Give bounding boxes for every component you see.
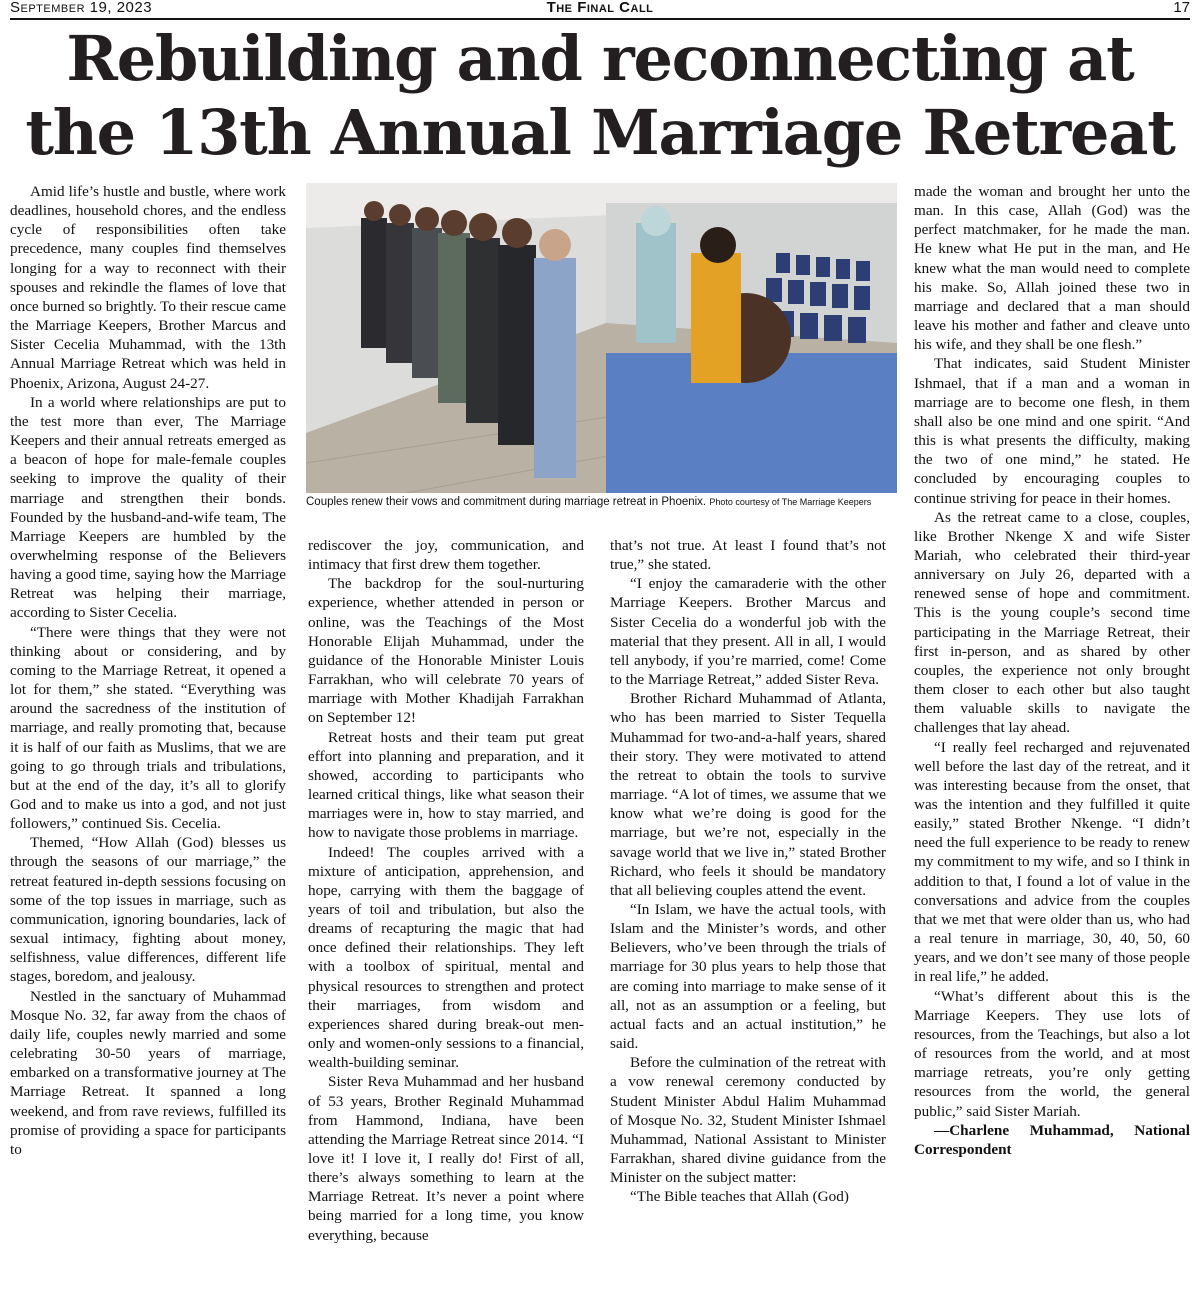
paragraph: “I enjoy the camaraderie with the other Marriage Keepers. Brother Marcus and Sister Cecelia do a wonderful job with the material that they present. All in all, I would tell anybody, if you’re married, come! Come to the Marriage Retreat,” added Sister Reva. bbox=[610, 575, 886, 689]
headline-line-2: the 13th Annual Marriage Retreat bbox=[25, 96, 1175, 169]
paragraph: “I really feel recharged and rejuvenated well before the last day of the retreat, and it was interesting because from the onset, that was the intention and they fulfilled it quite easily,” stated Brother Nkenge. “I didn’t need the full experience to be ready to renew my commitment to my wife, and so I think in addition to that, I found a lot of value in the conversations and advice from the couples that we met that were older than us, who had a real tenure in marriage, 30, 40, 50, 60 years, and we don’t see many of those people in real life,” he added. bbox=[914, 738, 1190, 986]
paragraph: That indicates, said Student Minister Ishmael, that if a man and a woman in marriage are to become one flesh, in them shall also be one mind and one spirit. “And this is what presents the difficulty, making the two of one mind,” he stated. He concluded by encouraging couples to continue striving for peace in their homes. bbox=[914, 355, 1190, 507]
paragraph: “The Bible teaches that Allah (God) bbox=[630, 1188, 849, 1206]
paragraph: Brother Richard Muhammad of Atlanta, who has been married to Sister Tequella Muhammad for two-and-a-half years, shared their story. They were motivated to attend the retreat to obtain the tools to survive marriage. “A lot of times, we assume that we know what we’re doing is good for the marriage, but we’re not, especially in the savage world that we live in,” stated Brother Richard, who feels it should be mandatory that all believing couples attend the event. bbox=[610, 690, 886, 899]
paragraph: made the woman and brought her unto the man. In this case, Allah (God) was the perfect matchmaker, for he made the man. He knew what He put in the man, and He knew what the man would need to complete his make. So, Allah joined these two in marriage and declared that a man should leave his mother and father and cleave unto his wife, and they shall be one flesh.” bbox=[914, 183, 1190, 354]
photo-caption bbox=[306, 496, 898, 509]
paragraph: Before the culmination of the retreat with a vow renewal ceremony conducted by Student Minister Abdul Halim Muhammad of Mosque No. 32, Student Minister Ishmael Muhammad, National Assistant to Minister Farrakhan, shared divine guidance from the Minister on the subject matter: bbox=[610, 1054, 886, 1187]
paragraph: Amid life’s hustle and bustle, where work deadlines, household chores, and the endless cycle of responsibilities often take precedence, many couples find themselves longing for a way to reconnect with their spouses and rekindle the flames of love that once burned so brightly. To their rescue came the Marriage Keepers, Brother Marcus and Sister Cecelia Muhammad, with the 13th Annual Marriage Retreat which was held in Phoenix, Arizona, August 24-27. bbox=[10, 183, 286, 392]
paragraph: Indeed! The couples arrived with a mixture of anticipation, apprehension, and hope, carrying with them the baggage of years of toil and tribulation, but also the dreams of recapturing the magic that had once defined their relationships. They left with a toolbox of spiritual, mental and physical resources to strengthen and protect their marriages, from wisdom and experiences shared during break-out men-only and women-only sessions to a financial, wealth-building seminar. bbox=[308, 843, 584, 1072]
paragraph: “In Islam, we have the actual tools, with Islam and the Minister’s words, and other Believers, who’ve been through the trials of marriage for 30 plus years to help those that are coming into marriage to make sense of it all, not as an assumption or a feeling, but actual facts and an actual institution,” he said. bbox=[610, 900, 886, 1053]
issue-date: September 19, 2023 bbox=[10, 0, 153, 16]
paragraph: The backdrop for the soul-nurturing experience, whether attended in person or online, was the Teachings of the Most Honorable Elijah Muhammad, under the guidance of the Honorable Minister Louis Farrakhan, who will celebrate 70 years of marriage with Mother Khadijah Farrakhan on September 12! bbox=[308, 575, 584, 727]
paragraph: that’s not true. At least I found that’s not true,” she stated. bbox=[610, 537, 886, 574]
paragraph: Themed, “How Allah (God) blesses us through the seasons of our marriage,” the retreat featured in-depth sessions focusing on some of the top issues in marriage, such as communication, ignoring boundaries, lack of sexual intimacy, fighting about money, selfishness, value differences, different life stages, boredom, and jealousy. bbox=[10, 834, 286, 986]
byline: —Charlene Muhammad, National Correspondent bbox=[914, 1121, 1190, 1158]
article-column-1 bbox=[10, 182, 286, 1284]
headline bbox=[0, 22, 1200, 170]
paragraph: As the retreat came to a close, couples, like Brother Nkenge X and wife Sister Mariah, who celebrated their third-year anniversary on July 26, departed with a renewed sense of hope and commitment. This is the young couple’s second time participating in the Marriage Retreat, their first in-person, and as shared by other couples, the experience not only brought them closer to each other but also taught them valuable skills to navigate the challenges that lay ahead. bbox=[914, 508, 1190, 737]
article-photo bbox=[306, 183, 897, 493]
photo-credit: Photo courtesy of The Marriage Keepers bbox=[709, 497, 872, 507]
publication-name: The Final Call bbox=[546, 0, 654, 16]
paragraph: “There were things that they were not thinking about or considering, and by coming to the Marriage Retreat, it opened a lot for them,” she stated. “Everything was around the sacredness of the institution of marriage, and really promoting that, because it is half of our faith as Muslims, that we are going to go through trials and tribulations, but at the end of the day, it’s all to glorify God and to make us into a god, and not just followers,” continued Sis. Cecelia. bbox=[10, 623, 286, 833]
article-column-3 bbox=[610, 536, 886, 1284]
article-column-2 bbox=[308, 536, 584, 1284]
article-column-4 bbox=[914, 182, 1190, 1284]
paragraph: In a world where relationships are put to the test more than ever, The Marriage Keepers and their annual retreats emerged as a beacon of hope for male-female couples seeking to improve the quality of their marriage and strengthen their bonds. Founded by the husband-and-wife team, The Marriage Keepers are humbled by the overwhelming response of the Believers having a good time, saying how the Marriage Retreat was helping their marriage, according to Sister Cecelia. bbox=[10, 393, 286, 622]
caption-text: Couples renew their vows and commitment during marriage retreat in Phoenix. bbox=[306, 496, 707, 508]
page-number: 17 bbox=[1173, 0, 1190, 16]
photo-illustration bbox=[306, 183, 897, 493]
paragraph: Sister Reva Muhammad and her husband of 53 years, Brother Reginald Muhammad from Hammond, Indiana, have been attending the Marriage Retreat since 2014. “I love it! I love it, I really do! First of all, there’s always something to learn at the Marriage Retreat. It’s never a point where being married for a long time, you know everything, because bbox=[308, 1073, 584, 1244]
headline-line-1: Rebuilding and reconnecting at bbox=[66, 22, 1134, 95]
paragraph: rediscover the joy, communication, and intimacy that first drew them together. bbox=[308, 537, 584, 574]
paragraph: Retreat hosts and their team put great effort into planning and preparation, and it showed, according to participants who learned critical things, like what season their marriages were in, how to stay married, and how to navigate those problems in marriage. bbox=[308, 728, 584, 842]
paragraph: Nestled in the sanctuary of Muhammad Mosque No. 32, far away from the chaos of daily life, couples newly married and some celebrating 30-50 years of marriage, embarked on a transformative journey at The Marriage Retreat. It spanned a long weekend, and from rave reviews, fulfilled its promise of providing a space for participants to bbox=[10, 987, 286, 1158]
paragraph: “What’s different about this is the Marriage Keepers. They use lots of resources, from the Teachings, but also a lot of resources from the world, and at most marriage retreats, you’re only getting resources from the world, the general public,” said Sister Mariah. bbox=[914, 987, 1190, 1120]
masthead bbox=[10, 0, 1190, 20]
